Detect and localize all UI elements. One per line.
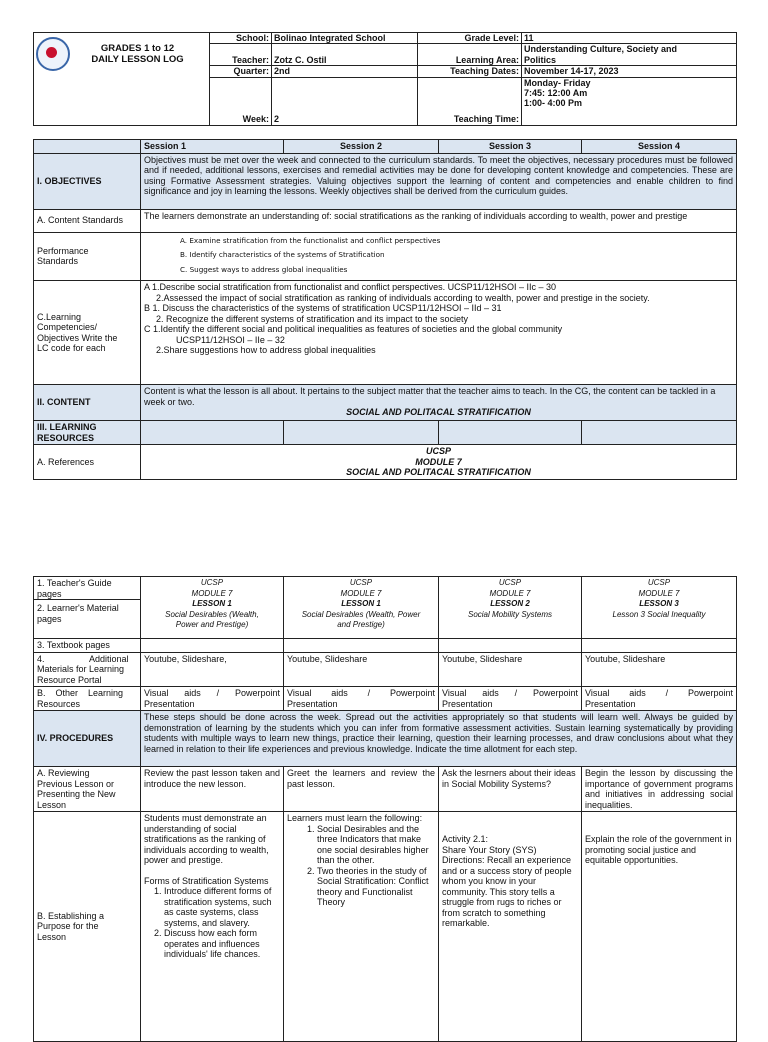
other-resources-session-3: Visual aids / Powerpoint Presentation — [439, 687, 582, 711]
lm-pages-session-3: UCSP MODULE 7 LESSON 2 Social Mobility Systems — [439, 577, 582, 639]
teaching-time-value: Monday- Friday 7:45: 12:00 Am 1:00- 4:00 Pm — [522, 77, 737, 125]
learning-resources-label: III. LEARNING RESOURCES — [34, 421, 141, 445]
week-label: Week: — [210, 77, 272, 125]
grade-level-label: Grade Level: — [418, 33, 522, 44]
list-item: B. Identify characteristics of the systems of Stratification — [180, 250, 385, 259]
session-2-header: Session 2 — [284, 140, 439, 154]
content-title: SOCIAL AND POLITACAL STRATIFICATION — [346, 407, 531, 417]
list-item: A. Examine stratification from the functionalist and conflict perspectives — [180, 235, 441, 245]
additional-materials-label: 4. Additional Materials for Learning Resource Portal — [34, 652, 141, 687]
school-label: School: — [210, 33, 272, 44]
purpose-session-4: Explain the role of the government in promoting social justice and equitable opportunities. — [582, 812, 737, 1042]
school-value: Bolinao Integrated School — [272, 33, 418, 44]
procedures-text: These steps should be done across the week. Spread out the activities appropriately so that students will learn well. Always be guided by demonstration of learning by the students which you can infer from formative assessment activities. Sustain learning systematically by providing students with multiple ways to learn new things, practice their learning, question their learning processes, and draw conclusions about what they learned in relation to their life experiences and previous knowledge. Indicate the time allotment for each step. — [141, 711, 737, 767]
additional-materials-session-4: Youtube, Slideshare — [582, 652, 737, 687]
content-label: II. CONTENT — [34, 385, 141, 421]
list-item: 1. Social Desirables and the three Indicators that make one social desirables higher than the other. — [317, 824, 435, 866]
list-item: 2. Discuss how each form operates and influences individuals' life chances. — [164, 928, 280, 960]
learning-area-label: Learning Area: — [418, 44, 522, 66]
competencies-text: A 1.Describe social stratification from functionalist and conflict perspectives. UCSP11/12HSOI – IIc – 30 2.Assessed the impact of social stratification as ranking of individuals according to wealth, power and prestige in the society. B 1. Discuss the characteristics of the systems of stratification UCSP11/12HSOI – IId – 31 2. Recognize the different systems of stratification and its impact to the society C 1.Identify the different social and political inequalities as features of societies and the global community UCSP11/12HSOI – IIe – 32 2.Share suggestions how to address global inequalities — [141, 281, 737, 385]
reviewing-session-3: Ask the lesrners about their ideas in Social Mobility Systems? — [439, 767, 582, 812]
content-cell: Content is what the lesson is all about. It pertains to the subject matter that the teacher aims to teach. In the CG, the content can be tackled in a week or two. SOCIAL AND POLITACAL STRATIFICATION — [141, 385, 737, 421]
content-standards-text: The learners demonstrate an understanding of: social stratifications as the ranking of individuals according to wealth, power and prestige — [141, 209, 737, 232]
list-item: 1. Introduce different forms of stratification systems, such as caste systems, class systems, and slavery. — [164, 886, 280, 928]
deped-seal-icon — [36, 37, 70, 71]
references-cell: UCSP MODULE 7 SOCIAL AND POLITACAL STRATIFICATION — [141, 445, 737, 480]
learning-area-value: Understanding Culture, Society and Politics — [522, 44, 737, 66]
teacher-value: Zotz C. Ostil — [272, 44, 418, 66]
session-4-header: Session 4 — [582, 140, 737, 154]
grades-title: GRADES 1 to 12 — [100, 43, 175, 54]
performance-standards-label: Performance Standards — [34, 232, 141, 281]
objectives-table — [33, 139, 737, 480]
procedures-table — [33, 576, 737, 1042]
session-header-blank — [34, 140, 141, 154]
purpose-session-3: Activity 2.1: Share Your Story (SYS) Directions: Recall an experience and or a success story of people whom you know in your community. This story tells a struggle from rugs to riches or from scratch to something remarkable. — [439, 812, 582, 1042]
additional-materials-session-1: Youtube, Slideshare, — [141, 652, 284, 687]
list-item: C. Suggest ways to address global inequalities — [180, 264, 348, 274]
reviewing-session-1: Review the past lesson taken and introduce the new lesson. — [141, 767, 284, 812]
other-resources-session-2: Visual aids / Powerpoint Presentation — [284, 687, 439, 711]
content-standards-label: A. Content Standards — [34, 209, 141, 232]
teaching-dates-value: November 14-17, 2023 — [522, 66, 737, 77]
reviewing-session-2: Greet the learners and review the past lesson. — [284, 767, 439, 812]
grade-level-value: 11 — [522, 33, 737, 44]
procedures-label: IV. PROCEDURES — [34, 711, 141, 767]
teaching-time-label: Teaching Time: — [418, 77, 522, 125]
lm-pages-session-1: UCSP MODULE 7 LESSON 1 Social Desirables (Wealth, Power and Prestige) — [141, 577, 284, 639]
quarter-value: 2nd — [272, 66, 418, 77]
purpose-session-2: Learners must learn the following: 1. Social Desirables and the three Indicators that make one social desirables higher than the other. 2. Two theories in the study of Social Stratification: Conflict theory and Functionalist Theory — [284, 812, 439, 1042]
other-resources-label: B. Other Learning Resources — [34, 687, 141, 711]
reviewing-session-4: Begin the lesson by discussing the importance of government programs and initiatives in addressing social inequalities. — [582, 767, 737, 812]
reviewing-label: A. Reviewing Previous Lesson or Presenting the New Lesson — [34, 767, 141, 812]
lm-pages-session-4: UCSP MODULE 7 LESSON 3 Lesson 3 Social Inequality — [582, 577, 737, 639]
lm-pages-label: 1. Teacher's Guide pages 2. Learner's Material pages — [34, 577, 141, 639]
teacher-label: Teacher: — [210, 44, 272, 66]
other-resources-session-4: Visual aids / Powerpoint Presentation — [582, 687, 737, 711]
session-3-header: Session 3 — [439, 140, 582, 154]
daily-lesson-log-title: DAILY LESSON LOG — [91, 54, 184, 65]
competencies-label: C.Learning Competencies/ Objectives Write the LC code for each — [34, 281, 141, 385]
textbook-label: 3. Textbook pages — [34, 639, 141, 653]
header-logo-cell — [34, 33, 210, 126]
week-value: 2 — [272, 77, 418, 125]
objectives-label: I. OBJECTIVES — [34, 153, 141, 209]
purpose-label: B. Establishing a Purpose for the Lesson — [34, 812, 141, 1042]
performance-standards-list — [141, 232, 737, 281]
additional-materials-session-2: Youtube, Slideshare — [284, 652, 439, 687]
session-1-header: Session 1 — [141, 140, 284, 154]
objectives-text: Objectives must be met over the week and connected to the curriculum standards. To meet the objectives, necessary procedures must be followed and if needed, additional lessons, exercises and remedial activities may be done for developing content knowledge and competencies. These are using Formative Assessment strategies. Valuing objectives support the learning of content and competencies and enable children to find significance and joy in learning the lessons. Weekly objectives shall be derived from the curriculum guides. — [141, 153, 737, 209]
teaching-dates-label: Teaching Dates: — [418, 66, 522, 77]
list-item: 2. Two theories in the study of Social Stratification: Conflict theory and Functionalist Theory — [317, 866, 435, 908]
purpose-session-1: Students must demonstrate an understanding of social stratifications as the ranking of individuals according to wealth, power and prestige. Forms of Stratification Systems 1. Introduce different forms of stratification systems, such as caste systems, class systems, and slavery. 2. Discuss how each form operates and influences individuals' life chances. — [141, 812, 284, 1042]
references-label: A. References — [34, 445, 141, 480]
header-table — [33, 32, 737, 126]
additional-materials-session-3: Youtube, Slideshare — [439, 652, 582, 687]
other-resources-session-1: Visual aids / Powerpoint Presentation — [141, 687, 284, 711]
lm-pages-session-2: UCSP MODULE 7 LESSON 1 Social Desirables (Wealth, Power and Prestige) — [284, 577, 439, 639]
quarter-label: Quarter: — [210, 66, 272, 77]
